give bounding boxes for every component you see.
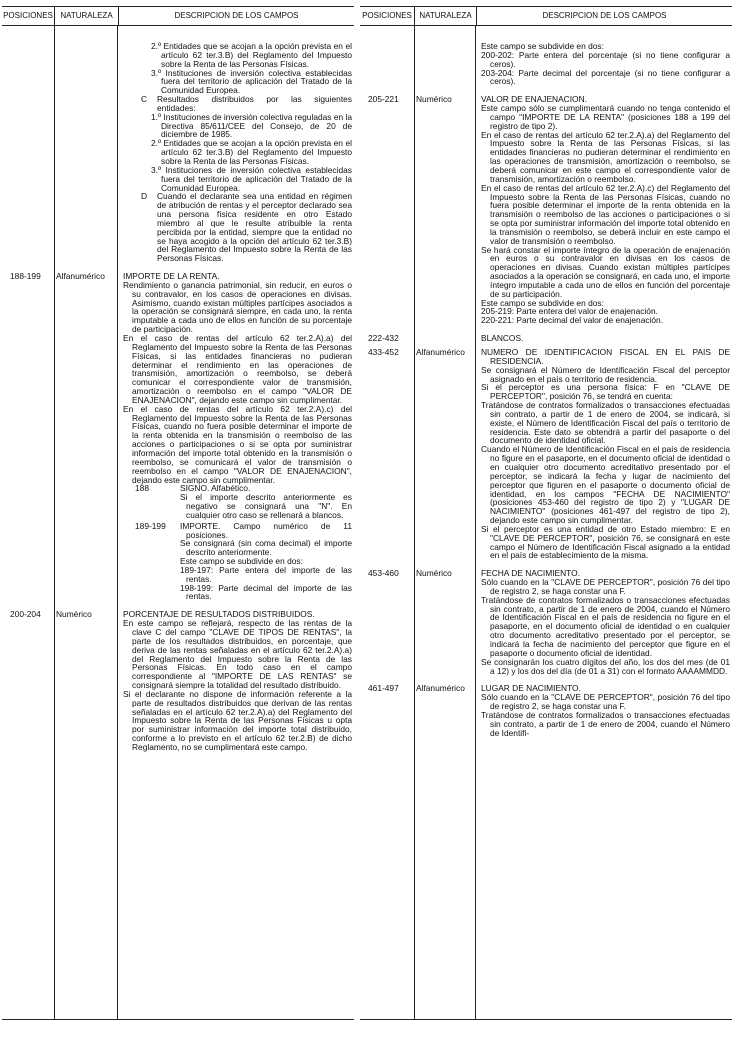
field-paragraph: Tratándose de contratos formalizados o transacciones efectuadas sin contrato, a partir de 1 de enero de 2004, cuando el Número de Identificación Fiscal en el país de residencia no figure en el pasaporte, en el documento oficial de identidad o en cualquier otro documento acreditativo presentado por el perceptor, se indicará la fecha de nacimiento del perceptor que figure en el pasaporte o documento oficial de identidad.	[481, 594, 730, 658]
subfield-text: Este campo se subdivide en dos:	[180, 556, 303, 567]
field-title: NUMERO DE IDENTIFICACION FISCAL EN EL PAIS DE RESIDENCIA.	[481, 347, 730, 366]
field-type: Alfanumérico	[416, 683, 465, 694]
field-type: Alfanumérico	[56, 271, 105, 282]
field-paragraph: Si el perceptor es una persona física: F en "CLAVE DE PERCEPTOR", posición 76, se tendrá en cuenta:	[481, 382, 730, 402]
subfield-text: Si el importe descrito anteriormente es negativo se consignará una "N". En cualquier otro caso se rellenará a blancos.	[180, 492, 352, 520]
table-row	[360, 675, 732, 737]
table-body	[2, 26, 354, 1020]
field-type: Numérico	[56, 609, 92, 620]
subfield-text: 189-197: Parte entera del importe de las rentas.	[180, 564, 352, 584]
subfield-text: 198-199: Parte decimal del importe de las rentas.	[180, 582, 352, 602]
field-paragraph: En el caso de rentas del artículo 62 ter.2.A).c) del Reglamento del Impuesto sobre la Renta de las Personas Físicas, cuando no fuera posible determinar el importe de la renta obtenida en la transmisión o reembolso de las acciones o participaciones o si se opta por suministrar información del importe total obtenido en la transmisión o reembolso, se comunicará el valor de transmisión o reembolso en el campo "VALOR DE ENAJENACION", dejando este campo sin cumplimentar.	[123, 403, 352, 485]
item-key: C	[141, 94, 148, 105]
table-row	[360, 86, 732, 325]
header-posiciones: POSICIONES	[360, 7, 415, 25]
field-paragraph: En el caso de rentas del artículo 62 ter.2.A).a) del Reglamento del Impuesto sobre la Renta de las Personas Físicas, si las entidades financieras no pudieran determinar el rendimiento en las operaciones de transmisión, amortización o reembolso, se deberá comunicar en este campo el correspondiente valor de transmisión, amortización o reembolso.	[481, 129, 730, 184]
field-title: PORCENTAJE DE RESULTADOS DISTRIBUIDOS.	[123, 609, 315, 620]
field-type: Alfanumérico	[416, 347, 465, 357]
field-type	[414, 334, 475, 343]
field-type: Numérico	[416, 568, 452, 579]
list-item: Cuando el declarante sea una entidad en régimen de atribución de rentas y el perceptor declarado sea una persona física residente en otro Estado miembro al que le resulte atribuible la renta percibida por la entidad, siempre que la entidad no se haya acogido a la opción del artículo 62 ter.3.B) del Reglamento del Impuesto sobre la Renta de las Personas Físicas.	[157, 191, 352, 264]
field-paragraph: Si el perceptor es una entidad de otro Estado miembro: E en "CLAVE DE PERCEPTOR", posición 76, se consignará en este campo el Número de Identificación Fiscal asignado a la entidad en el país de establecimiento de la misma.	[481, 523, 730, 561]
field-paragraph: Se consignarán los cuatro dígitos del año, los dos del mes (de 01 a 12) y los dos del día (de 01 a 31) con el formato AAAAMMDD.	[481, 656, 730, 676]
field-paragraph: Se consignará el Número de Identificación Fiscal del perceptor asignado en el país o territorio de residencia.	[481, 364, 730, 384]
list-item: 2.º Entidades que se acojan a la opción prevista en el artículo 62 ter.3.B) del Reglamento del Impuesto sobre la Renta de las Personas Físicas.	[151, 41, 352, 69]
header-posiciones: POSICIONES	[2, 7, 55, 25]
field-type: Numérico	[416, 94, 452, 105]
list-item: 1.º Instituciones de inversión colectiva reguladas en la Directiva 85/611/CEE del Consejo, de 20 de diciembre de 1985.	[151, 111, 352, 140]
item-key: D	[141, 191, 148, 202]
field-paragraph: Sólo cuando en la "CLAVE DE PERCEPTOR", posición 76 del tipo de registro 2, se haga constar una F.	[481, 692, 730, 712]
table-row	[360, 343, 732, 560]
field-paragraph: 220-221: Parte decimal del valor de enajenación.	[481, 315, 664, 326]
field-position: 205-221	[368, 94, 399, 105]
field-position: 188-199	[10, 271, 41, 282]
left-column	[2, 6, 354, 1020]
table-body	[360, 26, 732, 1020]
field-paragraph: Este campo se subdivide en dos:	[481, 41, 604, 51]
table-row	[360, 325, 732, 343]
subfield-text: Se consignará (sin coma decimal) el importe descrito anteriormente.	[180, 538, 352, 558]
table-row	[360, 560, 732, 675]
field-title: FECHA DE NACIMIENTO.	[481, 568, 580, 579]
subfield-text: SIGNO. Alfabético.	[180, 483, 251, 494]
field-paragraph: Se hará constar el importe íntegro de la operación de enajenación en euros o su contravalor en divisas en los casos de operaciones en divisas. Cuando existan múltiples partícipes asociados a la operación se consignará, en cada uno, el importe íntegro imputable a cada uno de ellos en función del porcentaje de su participación.	[481, 244, 730, 299]
table-header	[360, 6, 732, 26]
table-header	[2, 6, 354, 26]
subfield-position: 189-199	[135, 520, 166, 531]
table-row	[360, 26, 732, 86]
field-paragraph: Tratándose de contratos formalizados o transacciones efectuadas sin contrato, a partir de 1 de enero de 2004, cuando el Número de Identifi-	[481, 709, 730, 738]
header-naturaleza: NATURALEZA	[55, 7, 119, 25]
right-column	[360, 6, 732, 1020]
field-paragraph: Este campo sólo se cumplimentará cuando no tenga contenido el campo "IMPORTE DE LA RENTA" (posiciones 188 a 199 del registro de tipo 2).	[481, 103, 730, 131]
field-paragraph: Este campo se subdivide en dos:	[481, 297, 604, 308]
field-title: BLANCOS.	[481, 333, 524, 344]
field-paragraph: Rendimiento o ganancia patrimonial, sin reducir, en euros o su contravalor, en los casos de operaciones en divisas. Asimismo, cuando existan múltiples partícipes asociados a la operación se consignará siempre, en cada uno, la renta imputable a cada uno de ellos en función de su porcentaje de participación.	[123, 279, 352, 335]
field-paragraph: En este campo se reflejará, respecto de las rentas de la clave C del campo "CLAVE DE TIPOS DE RENTAS", la parte de los resultados distribuidos, en porcentaje, que deriva de las rentas señaladas en el artículo 62 ter.2.A).a) del Reglamento del Impuesto sobre la Renta de las Personas Físicas. En todo caso en el campo correspondiente al "IMPORTE DE LAS RENTAS" se consignará siempre la totalidad del resultado distribuido.	[123, 618, 352, 691]
field-paragraph: En el caso de rentas del artículo 62 ter.2.A).c) del Reglamento del Impuesto sobre la Renta de las Personas Físicas, cuando no fuera posible determinar el importe de la renta obtenida en la transmisión o reembolso de las acciones o participaciones o si se opta por suministrar información del importe total obtenido en la transmisión o reembolso, se deberá incluir en este campo el valor de transmisión o reembolso.	[481, 182, 730, 246]
subfield-position: 188	[135, 483, 149, 494]
field-title: IMPORTE DE LA RENTA.	[123, 271, 220, 282]
list-item: 3.º Instituciones de inversión colectiva establecidas fuera del territorio de aplicación del Tratado de la Comunidad Europea.	[151, 164, 352, 193]
header-descripcion: DESCRIPCION DE LOS CAMPOS	[542, 11, 667, 20]
field-title: VALOR DE ENAJENACION.	[481, 94, 587, 105]
field-position: 200-204	[10, 609, 41, 620]
list-item: 2.º Entidades que se acojan a la opción prevista en el artículo 62 ter.3.B) del Reglamento del Impuesto sobre la Renta de las Personas Físicas.	[151, 138, 352, 166]
field-title: LUGAR DE NACIMIENTO.	[481, 683, 581, 694]
field-position: 433-452	[368, 347, 399, 357]
list-item: 3.º Instituciones de inversión colectiva establecidas fuera del territorio de aplicación del Tratado de la Comunidad Europea.	[151, 67, 352, 96]
field-paragraph: Si el declarante no dispone de información referente a la parte de resultados distribuidos que derivan de las rentas señaladas en el artículo 62 ter.2.A).a) del Reglamento del Impuesto sobre la Renta de las Personas Físicas u opta por suministrar información del importe total distribuido, conforme a lo previsto en el artículo 62 ter.2.B) de dicho Reglamento, no se cumplimentará este campo.	[123, 688, 352, 752]
header-descripcion: DESCRIPCION DE LOS CAMPOS	[174, 11, 299, 20]
subfield-text: IMPORTE. Campo numérico de 11 posiciones.	[180, 520, 352, 540]
field-paragraph: Cuando el Número de Identificación Fiscal en el país de residencia no figure en el pasaporte, en el documento oficial de identidad o en cualquier otro documento acreditativo presentado por el perceptor, se indicará la fecha y lugar de nacimiento del perceptor que figuren en el pasaporte o documento oficial de identidad, en los campos "FECHA DE NACIMIENTO" (posiciones 453-460 del registro de tipo 2) y "LUGAR DE NACIMIENTO" (posiciones 461-497 del registro de tipo 2), dejando este campo sin cumplimentar.	[481, 444, 730, 526]
field-paragraph: Sólo cuando en la "CLAVE DE PERCEPTOR", posición 76 del tipo de registro 2, se haga constar una F.	[481, 577, 730, 596]
field-position: 222-432	[368, 333, 399, 344]
field-paragraph: 205-219: Parte entera del valor de enajenación.	[481, 306, 658, 317]
field-paragraph: Tratándose de contratos formalizados o transacciones efectuadas sin contrato, a partir de 1 de enero de 2004, se indicará, si existe, el Número de Identificación Fiscal del país o territorio de residencia. Este dato se obtendrá a partir del pasaporte o del documento de identidad oficial.	[481, 400, 730, 446]
header-naturaleza: NATURALEZA	[415, 7, 477, 25]
field-position: 461-497	[368, 683, 399, 694]
field-paragraph: En el caso de rentas del artículo 62 ter.2.A).a) del Reglamento del Impuesto sobre la Renta de las Personas Físicas, si las entidades financieras no pudieran determinar el rendimiento en las operaciones de transmisión, amortización o reembolso, se deberá comunicar el correspondiente valor de transmisión, amortización o reembolso en el campo "VALOR DE ENAJENACION", dejando este campo sin cumplimentar.	[123, 333, 352, 405]
field-position: 453-460	[368, 568, 399, 579]
field-paragraph: 200-202: Parte entera del porcentaje (si no tiene configurar a ceros).	[481, 49, 730, 69]
field-paragraph: 203-204: Parte decimal del porcentaje (si no tiene configurar a ceros).	[481, 67, 730, 87]
list-item: Resultados distribuidos por las siguientes entidades:	[157, 94, 352, 113]
